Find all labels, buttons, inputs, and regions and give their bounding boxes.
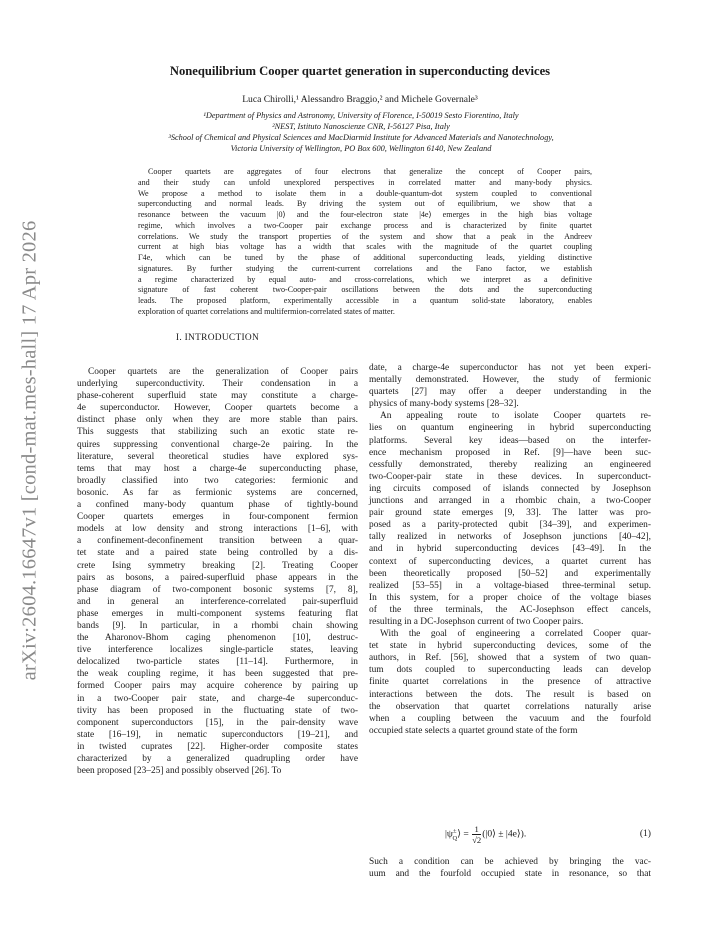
text-line: resonance between the vacuum |0⟩ and the four-electron state |4e⟩ emerges in the high bias voltage xyxy=(138,210,592,219)
text-line: a confined many-body quantum phase of tightly-bound xyxy=(77,500,358,511)
text-line: pair ground state emerges [9, 33]. The latter was pro- xyxy=(369,508,651,519)
text-line: tet state and a paired state being controlled by a dis- xyxy=(77,548,358,559)
text-line: current at high bias voltage has a width that scales with the magnitude of the quartet coupling xyxy=(138,242,592,252)
text-line: cessfully demonstrated, thereby realizing an engineered xyxy=(369,459,651,470)
text-line: signatures. By further studying the current-current correlations and the Fano factor, we establish xyxy=(138,263,592,273)
text-line: regime, which involves a two-Cooper pair exchange process and is characterized by finite quartet xyxy=(138,220,592,230)
text-line: the weak coupling regime, it has been suggested that pre- xyxy=(77,669,358,680)
text-line: finite quartet correlations in the presence of attractive xyxy=(369,677,651,688)
text-line: tems that may host a charge-4e superconducting phase, xyxy=(77,463,358,474)
text-line: superconducting and normal leads. By driving the system out of equilibrium, we show that a xyxy=(138,199,592,209)
text-line: distinct phase only when they are more stable than pairs. xyxy=(77,415,358,426)
text-line: a regime characterized by equal auto- and cross-correlations, which we interpret as a definitive xyxy=(138,274,592,284)
text-line: and their study can unfold unexplored perspectives in correlated matter and many-body physics. xyxy=(138,177,592,187)
text-line: physics of many-body systems [28–32]. xyxy=(369,399,519,410)
text-line: underlying superconductivity. Their condensation in a xyxy=(77,379,358,390)
abstract xyxy=(138,167,592,318)
text-line: tive interference localizes single-particle states, leaving xyxy=(77,645,358,656)
affiliation-line: ¹Department of Physics and Astronomy, University of Florence, I-50019 Sesto Fiorentino, Italy xyxy=(203,111,519,120)
text-line: mentally demonstrated. However, the study of fermionic xyxy=(369,375,651,386)
text-line: phase diagram of two-component bosonic systems [7, 8], xyxy=(77,584,358,595)
equation-lhs: |ψ xyxy=(445,828,453,840)
text-line: component superconductors [15], in the pair-density wave xyxy=(77,717,358,728)
text-line: delocalized two-particle states [11–14]. Furthermore, in xyxy=(77,657,358,668)
text-line: tally realized in networks of Josephson junctions [40–42], xyxy=(369,532,651,543)
text-line: and in hybrid superconducting devices [43–49]. In the xyxy=(369,544,651,555)
text-line: broadly classified into two categories: fermionic and xyxy=(77,475,358,486)
equation-body xyxy=(445,824,526,845)
equation-lhs-close: ⟩ = xyxy=(457,828,469,840)
text-line: In this system, for a proper choice of the voltage biases xyxy=(369,592,651,603)
right-column-body xyxy=(369,362,651,737)
affiliation-line: ³School of Chemical and Physical Sciences and MacDiarmid Institute for Advanced Materials and Nanotechnology, xyxy=(168,133,554,142)
text-line: the observation that quartet correlations naturally arise xyxy=(369,701,651,712)
text-line: posed as a parity-protected qubit [34–39], and experimen- xyxy=(369,520,651,531)
equation-lhs-sup: ± xyxy=(452,827,457,835)
arxiv-id-text: arXiv:2604.16647v1 [cond-mat.mes-hall] 17 Apr 2026 xyxy=(18,220,41,680)
left-column-body xyxy=(77,366,358,777)
text-line: realized [53–55] in a voltage-biased three-terminal setup. xyxy=(369,580,651,591)
equation-lhs-sub: Q xyxy=(452,834,458,842)
fraction-denominator: √2 xyxy=(472,835,482,845)
text-line: correlations. We study the transport properties of the system and show that a peak in the Andreev xyxy=(138,231,592,241)
equation-fraction xyxy=(472,824,481,845)
text-line: uum and the fourfold occupied state in resonance, so that xyxy=(369,869,651,880)
text-line: been theoretically proposed [50–52] and experimentally xyxy=(369,568,651,579)
author-list: Luca Chirolli,¹ Alessandro Braggio,² and Michele Governale³ xyxy=(242,94,478,105)
text-line: lies on quantum engineering in hybrid superconducting xyxy=(369,423,651,434)
text-line: two-Cooper-pair state in these devices. In superconduct- xyxy=(369,471,651,482)
text-line: 4e superconductor. However, Cooper quartets become a xyxy=(77,403,358,414)
text-line: ing circuits composed of islands connected by Josephson xyxy=(369,483,651,494)
text-line: Cooper quartets are the generalization of Cooper pairs xyxy=(88,367,358,377)
text-line: This suggests that stabilizing such an exotic state re- xyxy=(77,427,358,438)
section-heading-introduction: I. INTRODUCTION xyxy=(175,333,260,343)
text-line: junctions and arranged in a rhombic chain, a two-Cooper xyxy=(369,496,651,507)
text-line: pairs as bosons, a paired-superfluid phase appears in the xyxy=(77,572,358,583)
text-line: Such a condition can be achieved by bringing the vac- xyxy=(369,857,651,867)
text-line: occupied state selects a quartet ground state of the form xyxy=(369,725,578,736)
text-line: tet state in hybrid superconducting devices, some of the xyxy=(369,641,651,652)
text-line: the Aharonov-Bhom caging phenomenon [10], destruc- xyxy=(77,633,358,644)
text-line: literature, several theoretical studies have explored sys- xyxy=(77,451,358,462)
text-line: been proposed [23–25] and possibly observed [26]. To xyxy=(77,766,282,777)
text-line: tivity has been proposed in the fluctuating state of two- xyxy=(77,705,358,716)
text-line: formed Cooper pairs may acquire coherence by pairing up xyxy=(77,681,358,692)
affiliation-line: ²NEST, Istituto Nanoscienze CNR, I-56127 Pisa, Italy xyxy=(272,122,450,131)
text-line: bands [9]. In particular, in a rhombi chain showing xyxy=(77,620,358,631)
text-line: ence mechanism proposed in Ref. [9]—have been suc- xyxy=(369,447,651,458)
text-line: With the goal of engineering a correlated Cooper quar- xyxy=(380,629,651,640)
text-line: resulting in a DC-Josephson current of two Cooper pairs. xyxy=(369,616,584,627)
text-line: and in general an interference-correlated pair-superfluid xyxy=(77,596,358,607)
post-equation-text xyxy=(369,856,651,880)
fraction-numerator: 1 xyxy=(472,824,481,835)
affiliation-line: Victoria University of Wellington, PO Box 600, Wellington 6140, New Zealand xyxy=(230,144,492,153)
text-line: models at low density and strong interactions [1–6], with xyxy=(77,524,358,535)
equation-rhs: (|0⟩ ± |4e⟩). xyxy=(482,828,527,840)
text-line: signature of fast coherent two-Cooper-pair oscillations between the dots and the superconducting xyxy=(138,285,592,295)
text-line: bosonic. As far as fermionic systems are concerned, xyxy=(77,487,358,498)
text-line: authors, in Ref. [56], showed that a system of two quan- xyxy=(369,653,651,664)
text-line: phase emerges in multi-component systems featuring flat xyxy=(77,608,358,619)
text-line: in a two-Cooper pair state, and charge-4e superconduc- xyxy=(77,693,358,704)
equation-1 xyxy=(369,822,651,848)
text-line: quires suppressing conventional charge-2e pairing. In the xyxy=(77,439,358,450)
affiliations xyxy=(88,110,634,154)
text-line: platforms. Several key ideas—based on the interfer- xyxy=(369,435,651,446)
text-line: characterized by a generalized quadrupling order have xyxy=(77,754,358,764)
text-line: We propose a method to isolate them in a double-quantum-dot system coupled to conventional xyxy=(138,188,592,198)
text-line: Cooper quartets are aggregates of four electrons that generalize the concept of Cooper pairs, xyxy=(148,167,592,176)
paper-title: Nonequilibrium Cooper quartet generation in superconducting devices xyxy=(169,64,551,78)
text-line: tum dots coupled to superconducting leads can develop xyxy=(369,665,651,676)
text-line: exploration of quartet correlations and multifermion-correlated states of matter. xyxy=(138,306,395,316)
equation-number: (1) xyxy=(639,828,651,839)
text-line: leads. The proposed platform, experimentally accessible in a quantum solid-state laboratory, enables xyxy=(138,296,592,305)
text-line: Γ4e, which can be tuned by the phase of additional superconducting leads, yielding distinctive xyxy=(138,253,592,262)
text-line: crete Ising symmetry breaking [2]. Treating Cooper xyxy=(77,560,358,571)
text-line: context of superconducting devices, a quartet current has xyxy=(369,556,651,567)
text-line: interactions between the dots. The result is based on xyxy=(369,689,651,700)
text-line: of the three terminals, the AC-Josephson effect cancels, xyxy=(369,604,651,615)
text-line: a confinement-deconfinement transition between a quar- xyxy=(77,536,358,547)
arxiv-identifier-stamp xyxy=(11,215,49,685)
text-line: when a coupling between the vacuum and the fourfold xyxy=(369,713,651,724)
text-line: state [16–19], in nematic superconductors [19–21], and xyxy=(77,729,358,740)
text-line: phase-coherent superfluid state may constitute a charge- xyxy=(77,391,358,402)
text-line: An appealing route to isolate Cooper quartets re- xyxy=(380,411,651,422)
text-line: in twisted cuprates [22]. Higher-order composite states xyxy=(77,741,358,752)
text-line: Cooper quartets emerges in four-component fermion xyxy=(77,512,358,523)
text-line: quartets [27] may offer a deeper understanding in the xyxy=(369,387,651,398)
text-line: date, a charge-4e superconductor has not yet been experi- xyxy=(369,363,651,373)
